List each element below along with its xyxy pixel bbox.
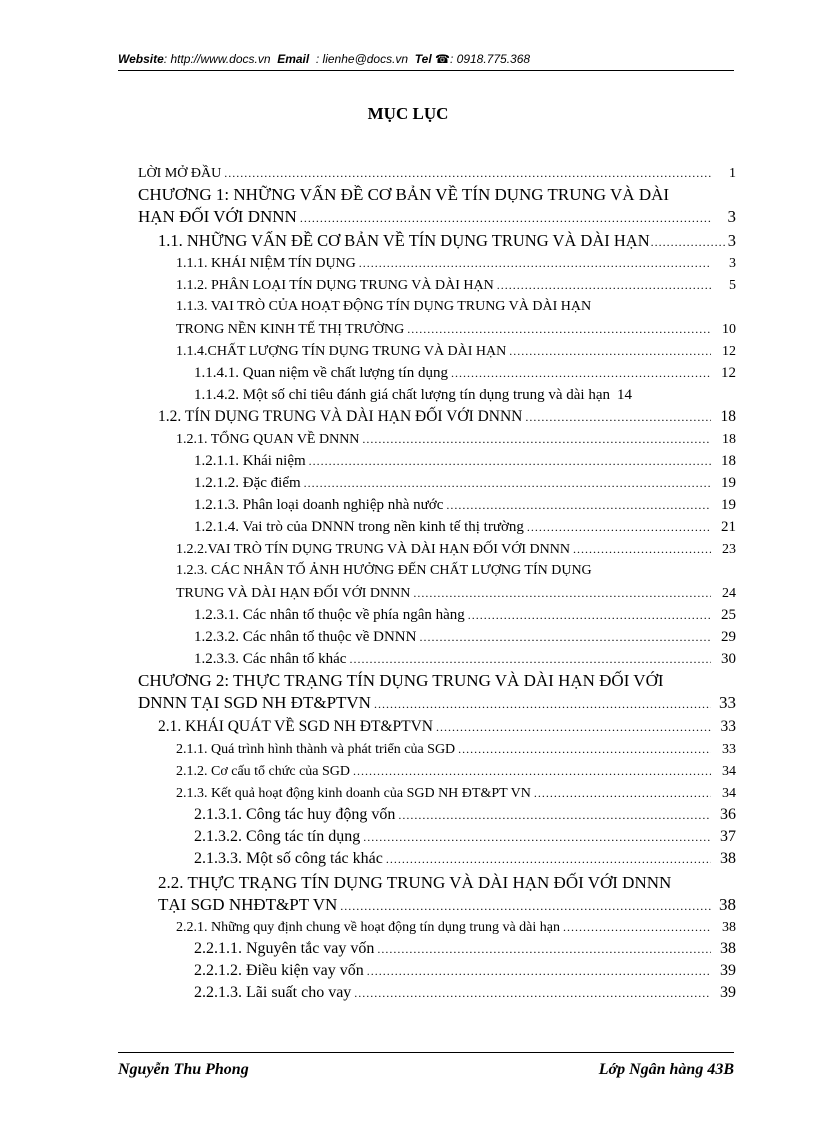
toc-entry[interactable] (194, 472, 736, 494)
toc-entry-page: 39 (720, 984, 736, 1001)
toc-entry-page: 23 (722, 542, 736, 557)
toc-entry-page: 18 (722, 432, 736, 447)
toc-entry-page: 37 (720, 828, 736, 845)
toc-entry-text: 2.1. KHÁI QUÁT VỀ SGD NH ĐT&PTVN (158, 718, 433, 735)
toc-entry[interactable] (176, 340, 736, 363)
toc-entry[interactable] (176, 274, 736, 297)
toc-entry-text: 2.2. THỰC TRẠNG TÍN DỤNG TRUNG VÀ DÀI HẠN ĐỐI VỚI DNNN (158, 873, 672, 892)
tel-label: Tel (414, 52, 432, 66)
toc-entry-text: 1.1.2. PHÂN LOẠI TÍN DỤNG TRUNG VÀ DÀI HẠN (176, 278, 494, 293)
toc-entry-text: 1.2.1.4. Vai trò của DNNN trong nền kinh tế thị trường (194, 519, 524, 535)
toc-entry[interactable] (194, 494, 736, 516)
email-label: Email (277, 52, 310, 66)
toc-entry-page: 19 (721, 497, 736, 513)
page-header (118, 50, 734, 71)
toc-entry-text-cont: TẠI SGD NHĐT&PT VN (158, 895, 338, 914)
toc-entry-text: 2.2.1.3. Lãi suất cho vay (194, 984, 352, 1001)
toc-entry-text: 2.1.3.3. Một số công tác khác (194, 850, 383, 867)
toc-entry-text: 2.2.1.2. Điều kiện vay vốn (194, 962, 364, 979)
toc-entry[interactable] (176, 252, 736, 275)
toc-entry-text: 1.2.2.VAI TRÒ TÍN DỤNG TRUNG VÀ DÀI HẠN ĐỐI VỚI DNNN (176, 542, 570, 557)
toc-entry-text-cont: TRONG NỀN KINH TẾ THỊ TRƯỜNG (176, 322, 405, 337)
toc-entry[interactable] (176, 782, 736, 805)
phone-icon: ☎ (435, 52, 450, 66)
toc-entry[interactable] (194, 626, 736, 648)
toc-entry-text: CHƯƠNG 1: NHỮNG VẤN ĐỀ CƠ BẢN VỀ TÍN DỤNG TRUNG VÀ DÀI (138, 185, 670, 204)
toc-entry[interactable] (176, 538, 736, 561)
tel-value: : 0918.775.368 (449, 52, 531, 66)
toc-entry-page: 5 (729, 278, 736, 293)
toc-entry-page: 19 (721, 475, 736, 491)
toc-entry-text: 2.2.1.1. Nguyên tắc vay vốn (194, 940, 375, 957)
toc-entry[interactable] (194, 982, 736, 1004)
toc-entry[interactable] (176, 428, 736, 451)
website-label: Website (118, 52, 164, 66)
page-footer (118, 1052, 734, 1079)
toc-entry-text: 1.2.3.3. Các nhân tố khác (194, 651, 347, 667)
toc-entry-text: 2.1.3.2. Công tác tín dụng (194, 828, 361, 845)
toc-entry-page: 12 (721, 365, 736, 381)
toc-entry[interactable] (194, 516, 736, 538)
toc-entry-page: 33 (720, 718, 736, 735)
toc-entry-text: CHƯƠNG 2: THỰC TRẠNG TÍN DỤNG TRUNG VÀ DÀI HẠN ĐỐI VỚI (138, 671, 664, 690)
toc-entry[interactable] (194, 804, 736, 826)
toc-entry-text: 1.2. TÍN DỤNG TRUNG VÀ DÀI HẠN ĐỐI VỚI DNNN (158, 408, 523, 425)
toc-entry-page: 18 (720, 408, 736, 425)
toc-entry-chapter[interactable] (138, 184, 736, 229)
toc-entry[interactable] (158, 406, 736, 428)
toc-entry-page: 25 (721, 607, 736, 623)
toc-entry-text-cont: HẠN ĐỐI VỚI DNNN (138, 207, 297, 226)
toc-entry-page: 33 (719, 693, 736, 712)
toc-entry-page: 3 (727, 231, 736, 250)
toc-entry[interactable] (194, 604, 736, 626)
toc-entry-text: 1.2.1.2. Đặc điểm (194, 475, 301, 491)
toc-entry[interactable] (194, 938, 736, 960)
toc-entry-page: 38 (720, 850, 736, 867)
toc-entry-page: 38 (719, 895, 736, 914)
toc-entry-text: LỜI MỞ ĐẦU (138, 166, 222, 181)
toc-entry-text: 2.2.1. Những quy định chung về hoạt động tín dụng trung và dài hạn (176, 920, 560, 935)
toc-entry[interactable] (176, 296, 736, 341)
toc-entry-page: 12 (722, 344, 736, 359)
author-name: Nguyễn Thu Phong (118, 1061, 249, 1078)
toc-entry-text: 1.1. NHỮNG VẤN ĐỀ CƠ BẢN VỀ TÍN DỤNG TRUNG VÀ DÀI HẠN (158, 231, 650, 250)
toc-entry-text: 2.1.3.1. Công tác huy động vốn (194, 806, 396, 823)
toc-entry[interactable] (138, 162, 736, 185)
email-value: : lienhe@docs.vn (315, 52, 409, 66)
toc-entry-page: 1 (729, 166, 736, 181)
toc-entry-text: 2.1.2. Cơ cấu tổ chức của SGD (176, 764, 351, 779)
toc-entry-text: 1.2.1.3. Phân loại doanh nghiệp nhà nước (194, 497, 444, 513)
toc-entry[interactable] (194, 384, 736, 406)
toc-entry[interactable] (194, 648, 736, 670)
toc-entry-text-cont: TRUNG VÀ DÀI HẠN ĐỐI VỚI DNNN (176, 586, 411, 601)
toc-entry-chapter[interactable] (138, 670, 736, 715)
toc-entry-text: 2.1.1. Quá trình hình thành và phát triển của SGD (176, 742, 456, 757)
toc-entry-page: 10 (722, 322, 736, 337)
toc-entry-page: 29 (721, 629, 736, 645)
toc-entry-page: 24 (722, 586, 736, 601)
toc-entry-text-cont: DNNN TẠI SGD NH ĐT&PTVN (138, 693, 371, 712)
toc-entry[interactable] (194, 848, 736, 870)
website-value: : http://www.docs.vn (163, 52, 271, 66)
toc-entry-text: 1.1.3. VAI TRÒ CỦA HOẠT ĐỘNG TÍN DỤNG TRUNG VÀ DÀI HẠN (176, 299, 592, 314)
toc-entry-page: 3 (727, 207, 736, 226)
toc-entry[interactable] (194, 362, 736, 384)
toc-entry-page: 38 (720, 940, 736, 957)
toc-entry[interactable] (194, 826, 736, 848)
toc-entry[interactable] (176, 916, 736, 939)
toc-entry-text: 1.1.1. KHÁI NIỆM TÍN DỤNG (176, 256, 356, 271)
toc-entry[interactable] (158, 230, 736, 253)
toc-entry-page: 21 (721, 519, 736, 535)
toc-entry-page: 38 (722, 920, 736, 935)
toc-entry[interactable] (194, 450, 736, 472)
toc-entry-text: 1.1.4.CHẤT LƯỢNG TÍN DỤNG TRUNG VÀ DÀI HẠN (176, 344, 507, 359)
toc-entry-text: 1.2.1. TỔNG QUAN VỀ DNNN (176, 432, 360, 447)
toc-entry-page: 36 (720, 806, 736, 823)
toc-entry-text: 1.1.4.1. Quan niệm về chất lượng tín dụng (194, 365, 448, 381)
toc-entry[interactable] (176, 560, 736, 605)
class-name: Lớp Ngân hàng 43B (598, 1061, 734, 1078)
toc-entry[interactable] (158, 716, 736, 738)
toc-entry-page: 3 (729, 256, 736, 271)
toc-entry-text: 1.2.1.1. Khái niệm (194, 453, 306, 469)
toc-entry-page: 33 (722, 742, 736, 757)
toc-entry-page: 34 (722, 764, 736, 779)
toc-entry-page: 34 (722, 786, 736, 801)
toc-entry-page: 39 (720, 962, 736, 979)
toc-entry-page: 14 (617, 387, 632, 403)
toc-entry-text: 2.1.3. Kết quả hoạt động kinh doanh của SGD NH ĐT&PT VN (176, 786, 531, 801)
toc-entry[interactable] (176, 760, 736, 783)
toc-entry-page: 18 (721, 453, 736, 469)
toc-entry-text: 1.2.3.2. Các nhân tố thuộc về DNNN (194, 629, 417, 645)
toc-entry[interactable] (176, 738, 736, 761)
page-title: MỤC LỤC (367, 104, 449, 123)
toc-entry-text: 1.1.4.2. Một số chỉ tiêu đánh giá chất lượng tín dụng trung và dài hạn (194, 387, 610, 403)
toc-entry[interactable] (194, 960, 736, 982)
toc-entry[interactable] (158, 872, 736, 917)
toc-entry-text: 1.2.3.1. Các nhân tố thuộc về phía ngân hàng (194, 607, 465, 623)
toc-entry-text: 1.2.3. CÁC NHÂN TỐ ẢNH HƯỞNG ĐẾN CHẤT LƯỢNG TÍN DỤNG (176, 563, 592, 578)
toc-entry-page: 30 (721, 651, 736, 667)
